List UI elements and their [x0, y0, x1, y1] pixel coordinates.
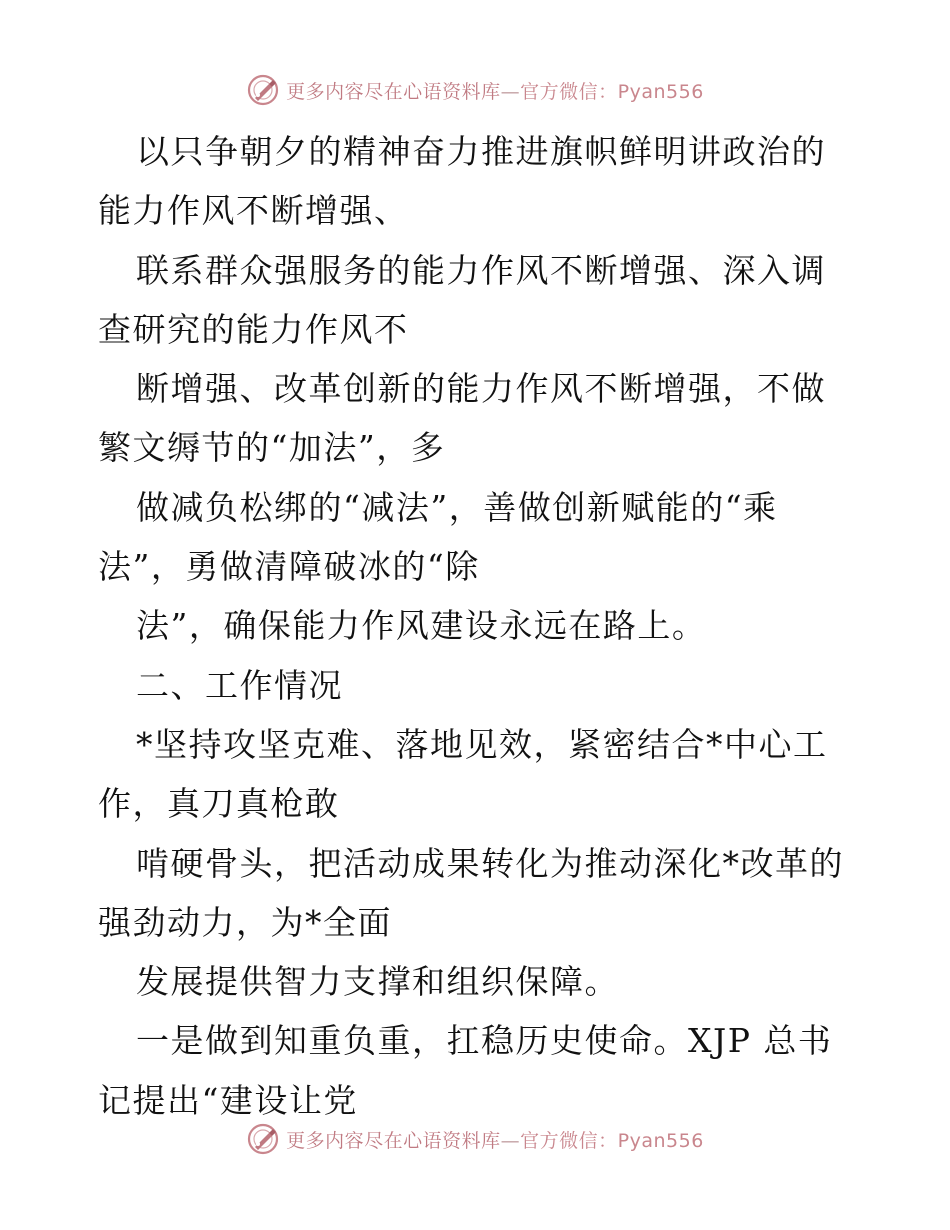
paragraph-3: 断增强、改革创新的能力作风不断增强，不做繁文缛节的“加法”，多 — [98, 369, 826, 468]
paragraph-8: 啃硬骨头，把活动成果转化为推动深化*改革的强劲动力，为*全面 — [98, 843, 844, 942]
watermark-account: 官方微信：Pyan556 — [520, 80, 704, 103]
watermark-text — [286, 77, 704, 104]
paragraph-9: 发展提供智力支撑和组织保障。 — [136, 962, 619, 1002]
paragraph-4: 做减负松绑的“减法”，善做创新赋能的“乘法”，勇做清障破冰的“除 — [98, 487, 778, 587]
paragraph-10: 一是做到知重负重，扛稳历史使命。XJP 总书记提出“建设让党 — [98, 1021, 833, 1120]
watermark-brand: 更多内容尽在心语资料库 — [286, 80, 501, 103]
watermark-separator: — — [500, 80, 521, 103]
paragraph-5: 法”，确保能力作风建设永远在路上。 — [136, 606, 707, 646]
paragraph-1: 以只争朝夕的精神奋力推进旗帜鲜明讲政治的能力作风不断增强、 — [98, 132, 826, 231]
section-heading: 二、工作情况 — [136, 665, 343, 705]
watermark-separator: — — [500, 1129, 521, 1152]
footer-watermark — [0, 1119, 950, 1159]
watermark-text — [286, 1126, 704, 1153]
watermark-account: 官方微信：Pyan556 — [520, 1129, 704, 1152]
paragraph-7: *坚持攻坚克难、落地见效，紧密结合*中心工作，真刀真枪敢 — [98, 724, 828, 824]
document-body — [98, 122, 858, 1130]
pen-logo-icon — [246, 73, 280, 107]
watermark-brand: 更多内容尽在心语资料库 — [286, 1129, 501, 1152]
header-watermark — [0, 70, 950, 110]
paragraph-2: 联系群众强服务的能力作风不断增强、深入调查研究的能力作风不 — [98, 250, 826, 349]
pen-logo-icon — [246, 1122, 280, 1156]
